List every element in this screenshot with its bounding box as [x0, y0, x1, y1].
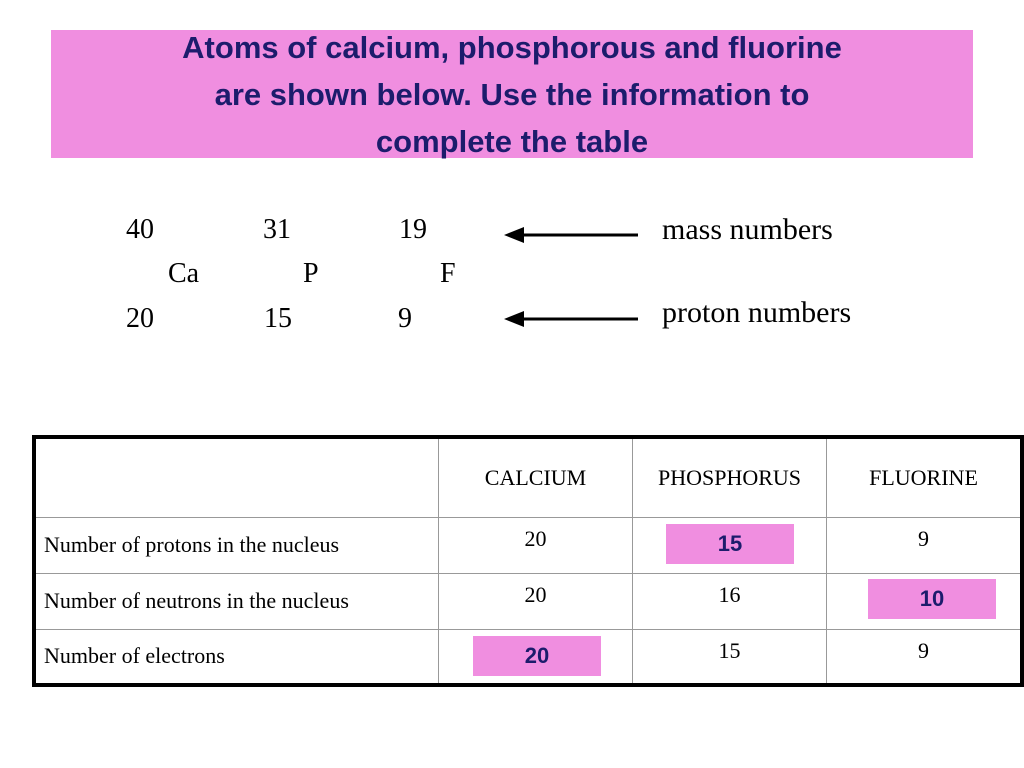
- calcium-mass-number: 40: [126, 214, 154, 245]
- cell-phosphorus-protons: [633, 517, 827, 573]
- calcium-proton-number: 20: [126, 303, 154, 334]
- title-box: [51, 30, 973, 158]
- row-label-protons: Number of protons in the nucleus: [34, 517, 439, 573]
- row-label-electrons: Number of electrons: [34, 629, 439, 685]
- cell-phosphorus-neutrons: 16: [633, 573, 827, 629]
- phosphorus-mass-number: 31: [263, 214, 291, 245]
- fluorine-symbol: F: [440, 258, 456, 289]
- mass-numbers-label: mass numbers: [662, 213, 833, 246]
- mass-arrow-icon: [500, 223, 640, 247]
- page-title: Atoms of calcium, phosphorous and fluorine are shown below. Use the information to complete the table: [182, 29, 842, 159]
- table-header-row: [34, 437, 1022, 517]
- header-phosphorus: PHOSPHORUS: [633, 437, 827, 517]
- header-fluorine: FLUORINE: [827, 437, 1023, 517]
- cell-fluorine-neutrons: [827, 573, 1023, 629]
- table-row: [34, 517, 1022, 573]
- cell-calcium-electrons: [439, 629, 633, 685]
- header-calcium: CALCIUM: [439, 437, 633, 517]
- fluorine-proton-number: 9: [398, 303, 412, 334]
- answer-box-phosphorus-protons: 15: [666, 524, 794, 564]
- cell-calcium-neutrons: 20: [439, 573, 633, 629]
- calcium-symbol: Ca: [168, 258, 200, 289]
- header-cell-empty: [34, 437, 439, 517]
- phosphorus-proton-number: 15: [264, 303, 292, 334]
- cell-fluorine-protons: 9: [827, 517, 1023, 573]
- phosphorus-symbol: P: [303, 258, 319, 289]
- proton-numbers-label: proton numbers: [662, 296, 852, 329]
- fluorine-mass-number: 19: [399, 214, 427, 245]
- atom-table-wrapper: [32, 435, 1024, 687]
- row-label-neutrons: Number of neutrons in the nucleus: [34, 573, 439, 629]
- answer-box-fluorine-neutrons: 10: [868, 579, 996, 619]
- table-row: [34, 573, 1022, 629]
- atom-table: [32, 435, 1024, 687]
- proton-arrow-icon: [500, 307, 640, 331]
- cell-calcium-protons: 20: [439, 517, 633, 573]
- answer-box-calcium-electrons: 20: [473, 636, 601, 676]
- cell-fluorine-electrons: 9: [827, 629, 1023, 685]
- table-row: [34, 629, 1022, 685]
- cell-phosphorus-electrons: 15: [633, 629, 827, 685]
